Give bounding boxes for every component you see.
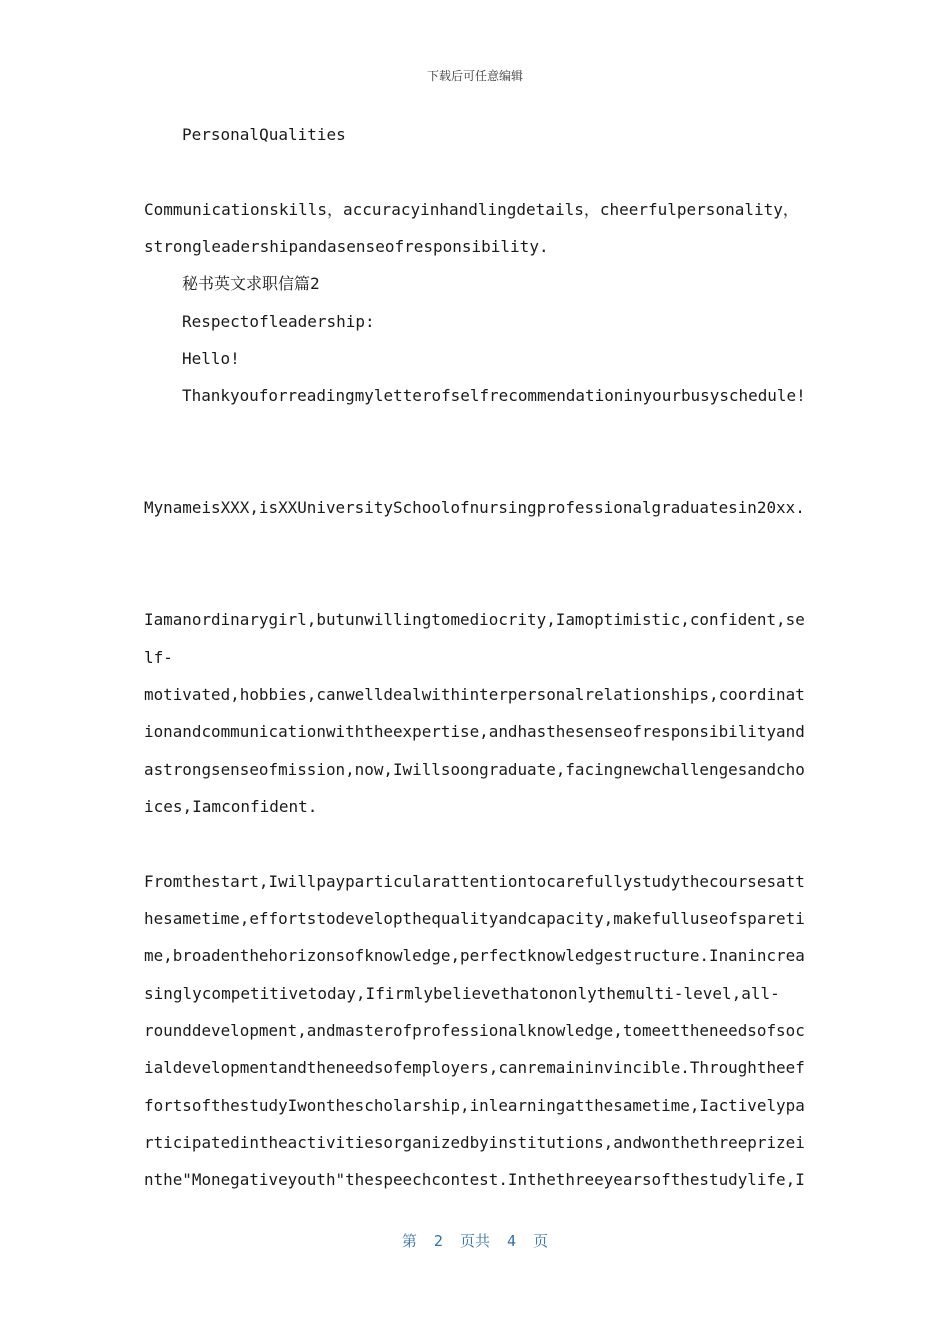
text-line: Communicationskills，accuracyinhandlingdetails，cheerfulpersonality，	[144, 200, 799, 219]
page-footer: 第 2 页共 4 页	[401, 1232, 549, 1250]
text-line: nthe"Monegativeyouth"thespeechcontest.Inthethreeyearsofthestudylife,I	[144, 1170, 805, 1189]
salutation: Respectofleadership:	[182, 312, 375, 331]
text-line: ialdevelopmentandtheneedsofemployers,canremaininvincible.Throughtheef	[144, 1058, 805, 1077]
text-line: motivated,hobbies,canwelldealwithinterpersonalrelationships,coordinat	[144, 685, 805, 704]
text-line: astrongsenseofmission,now,Iwillsoongraduate,facingnewchallengesandcho	[144, 760, 805, 779]
text-line: ionandcommunicationwiththeexpertise,andhasthesenseofresponsibilityand	[144, 722, 805, 741]
text-line: strongleadershipandasenseofresponsibility.	[144, 237, 549, 256]
text-line: Iamanordinarygirl,butunwillingtomediocrity,Iamoptimistic,confident,se	[144, 610, 805, 629]
text-line: Fromthestart,Iwillpayparticularattentiontocarefullystudythecoursesatt	[144, 872, 805, 891]
text-line: rounddevelopment,andmasterofprofessionalknowledge,tomeettheneedsofsoc	[144, 1021, 805, 1040]
section-heading: PersonalQualities	[182, 125, 346, 144]
article-title: 秘书英文求职信篇2	[182, 274, 320, 293]
text-line: rticipatedintheactivitiesorganizedbyinstitutions,andwonthethreeprizei	[144, 1133, 805, 1152]
text-line: Thankyouforreadingmyletterofselfrecommendationinyourbusyschedule!	[182, 386, 806, 405]
text-line: fortsofthestudyIwonthescholarship,inlearningatthesametime,Iactivelypa	[144, 1096, 805, 1115]
text-line: hesametime,effortstodevelopthequalityandcapacity,makefulluseofspareti	[144, 909, 805, 928]
page-header: 下载后可任意编辑	[426, 69, 523, 83]
greeting: Hello!	[182, 349, 240, 368]
text-line: me,broadenthehorizonsofknowledge,perfectknowledgestructure.Inanincrea	[144, 946, 805, 965]
text-line: lf-	[144, 648, 173, 667]
text-line: singlycompetitivetoday,Ifirmlybelievethatononlythemulti-level,all-	[144, 984, 780, 1003]
text-line: ices,Iamconfident.	[144, 797, 318, 816]
text-line: MynameisXXX,isXXUniversitySchoolofnursingprofessionalgraduatesin20xx.	[144, 498, 805, 517]
